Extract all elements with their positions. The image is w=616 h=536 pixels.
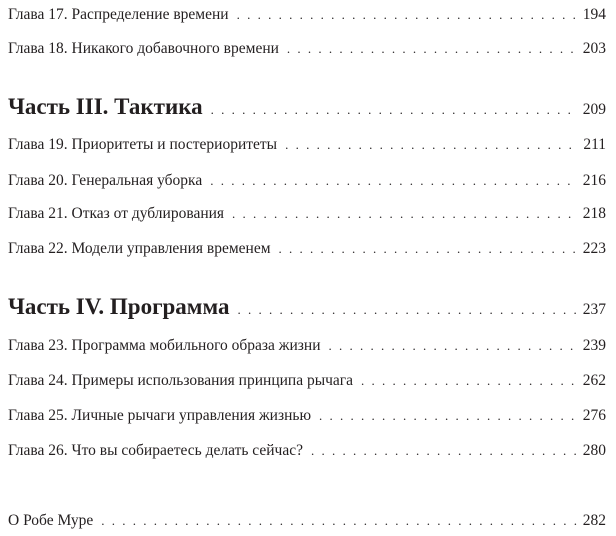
entry-title: Глава 24. Примеры использования принципа рычага xyxy=(8,372,354,389)
entry-title: О Робе Муре xyxy=(8,512,94,529)
entry-page-number: 262 xyxy=(582,372,606,389)
toc-entry-chapter-17 xyxy=(8,6,606,24)
toc-entry-part-3 xyxy=(8,94,606,120)
entry-page-number: 276 xyxy=(582,407,606,424)
entry-page-number: 218 xyxy=(582,205,606,222)
entry-title: Глава 22. Модели управления временем xyxy=(8,240,271,257)
entry-title: Глава 23. Программа мобильного образа жизни xyxy=(8,337,321,354)
entry-title: Глава 25. Личные рычаги управления жизнью xyxy=(8,407,312,424)
entry-title: Глава 26. Что вы собираетесь делать сейчас? xyxy=(8,442,303,459)
entry-page-number: 223 xyxy=(582,240,606,257)
dot-leader xyxy=(285,137,577,153)
entry-page-number: 203 xyxy=(582,40,606,57)
dot-leader xyxy=(279,241,577,257)
toc-entry-chapter-24 xyxy=(8,372,606,390)
dot-leader xyxy=(101,513,576,529)
entry-page-number: 209 xyxy=(582,101,606,118)
dot-leader xyxy=(211,102,577,118)
toc-entry-chapter-25 xyxy=(8,407,606,425)
part-title: Часть IV. Программа xyxy=(8,294,230,319)
toc-entry-chapter-20 xyxy=(8,172,606,190)
toc-entry-chapter-18 xyxy=(8,40,606,58)
toc-entry-chapter-23 xyxy=(8,337,606,355)
entry-page-number: 216 xyxy=(582,172,606,189)
part-title: Часть III. Тактика xyxy=(8,94,203,119)
dot-leader xyxy=(319,408,577,424)
dot-leader xyxy=(238,302,577,318)
toc-entry-part-4 xyxy=(8,294,606,320)
entry-page-number: 237 xyxy=(582,301,606,318)
dot-leader xyxy=(361,373,577,389)
entry-page-number: 211 xyxy=(583,136,606,153)
dot-leader xyxy=(232,206,577,222)
entry-page-number: 194 xyxy=(582,6,606,23)
entry-title: Глава 17. Распределение времени xyxy=(8,6,229,23)
dot-leader xyxy=(237,7,577,23)
entry-page-number: 239 xyxy=(582,337,606,354)
entry-title: Глава 18. Никакого добавочного времени xyxy=(8,40,279,57)
entry-page-number: 280 xyxy=(582,442,606,459)
dot-leader xyxy=(311,443,577,459)
toc-entry-chapter-26 xyxy=(8,442,606,460)
entry-title: Глава 19. Приоритеты и постериоритеты xyxy=(8,136,278,153)
entry-page-number: 282 xyxy=(582,512,606,529)
entry-title: Глава 21. Отказ от дублирования xyxy=(8,205,225,222)
entry-title: Глава 20. Генеральная уборка xyxy=(8,172,203,189)
toc-entry-chapter-22 xyxy=(8,240,606,258)
toc-entry-chapter-19 xyxy=(8,136,606,154)
dot-leader xyxy=(210,173,577,189)
dot-leader xyxy=(287,41,577,57)
dot-leader xyxy=(329,338,577,354)
toc-entry-chapter-21 xyxy=(8,205,606,223)
toc-entry-about-author xyxy=(8,512,606,530)
